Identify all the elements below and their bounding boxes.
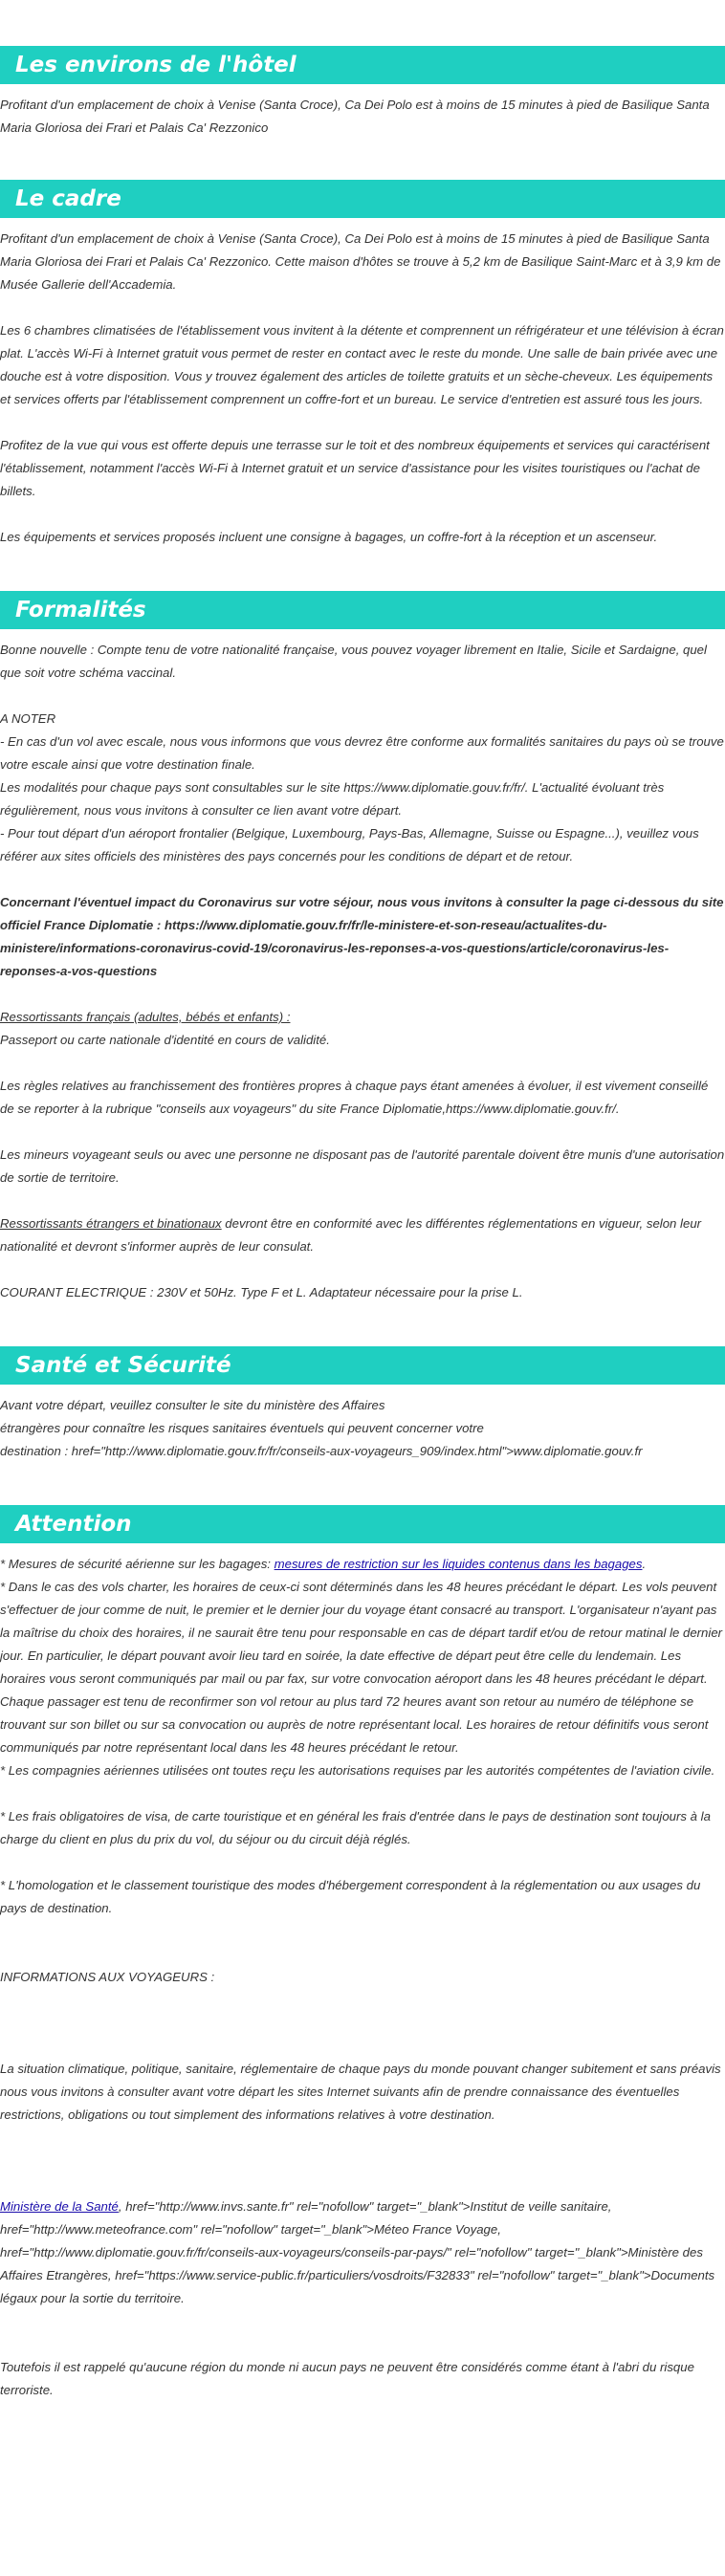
covid-notice: Concernant l'éventuel impact du Coronavirus sur votre séjour, nous vous invitons à consulter la page ci-dessous du site officiel France Diplomatie : https://www.diplomatie.gouv.fr/fr/le-ministere-et-son-reseau/actualites-du-ministere/informations-coronavirus-covid-19/coronavirus-les-reponses-a-vos-questions/article/coronavirus-les-reponses-a-vos-questions bbox=[0, 895, 724, 978]
liquids-restriction-link[interactable]: mesures de restriction sur les liquides contenus dans les bagages bbox=[274, 1557, 643, 1571]
foreign-nationals bbox=[0, 1212, 725, 1258]
section-title-cadre: Le cadre bbox=[0, 180, 725, 218]
airlines-authorization: * Les compagnies aériennes utilisées ont toutes reçu les autorisations requises par les autorités compétentes de l'aviation civile. bbox=[0, 1763, 715, 1778]
formalites-good-news: Bonne nouvelle : Compte tenu de votre nationalité française, vous pouvez voyager librement en Italie, Sicile et Sardaigne, quel que soit votre schéma vaccinal. bbox=[0, 643, 707, 680]
accommodation-classification: * L'homologation et le classement touristique des modes d'hébergement correspondent à la réglementation ou aux usages du pays de destination. bbox=[0, 1878, 701, 1915]
sante-line-1: Avant votre départ, veuillez consulter le site du ministère des Affaires bbox=[0, 1398, 385, 1412]
baggage-security bbox=[0, 1553, 725, 1576]
note-border-airport: - Pour tout départ d'un aéroport frontalier (Belgique, Luxembourg, Pays-Bas, Allemagne, Suisse ou Espagne...), veuillez vous référer aux sites officiels des ministères des pays concernés pour les conditions de départ et de retour. bbox=[0, 826, 699, 863]
baggage-security-prefix: * Mesures de sécurité aérienne sur les bagages: bbox=[0, 1557, 275, 1571]
note-title: A NOTER bbox=[0, 711, 56, 726]
section-title-environs: Les environs de l'hôtel bbox=[0, 46, 725, 84]
travellers-info-title: INFORMATIONS AUX VOYAGEURS : bbox=[0, 1970, 215, 1984]
cadre-paragraph-4: Les équipements et services proposés incluent une consigne à bagages, un coffre-fort à la réception et un ascenseur. bbox=[0, 530, 658, 544]
situation-line-1: La situation climatique, politique, sanitaire, réglementaire de chaque pays du monde pouvant changer subitement et sans préavis bbox=[0, 2062, 721, 2076]
note-modalities: Les modalités pour chaque pays sont consultables sur le site https://www.diplomatie.gouv.fr/fr/. L'actualité évoluant très régulièrement, nous vous invitons à consulter ce lien avant votre départ. bbox=[0, 780, 665, 818]
border-rules: Les règles relatives au franchissement des frontières propres à chaque pays étant amenées à évoluer, il est vivement conseillé de se reporter à la rubrique "conseils aux voyageurs" du site France Diplomatie,https://www.diplomatie.gouv.fr/. bbox=[0, 1079, 709, 1116]
cadre-paragraph-1: Profitant d'un emplacement de choix à Venise (Santa Croce), Ca Dei Polo est à moins de 15 minutes à pied de Basilique Santa Maria Gloriosa dei Frari et Palais Ca' Rezzonico. Cette maison d'hôtes se trouve à 5,2 km de Basilique Saint-Marc et à 3,9 km de Musée Gallerie dell'Accademia. bbox=[0, 231, 721, 292]
useful-links-text: , href="http://www.invs.sante.fr" rel="nofollow" target="_blank">Institut de veille sanitaire, href="http://www.meteofrance.com" rel="nofollow" target="_blank">Méteo France Voyage, href="http://www.diplomatie.gouv.fr/fr/conseils-aux-voyageurs/conseils-par-pays/" rel="nofollow" target="_blank">Ministère des Affaires Etrangères, href="https://www.service-public.fr/particuliers/vosdroits/F32833" rel="nofollow" target="_blank">Documents légaux pour la sortie du territoire. bbox=[0, 2199, 715, 2305]
french-nationals-text: Passeport ou carte nationale d'identité en cours de validité. bbox=[0, 1033, 330, 1047]
minors-rules: Les mineurs voyageant seuls ou avec une personne ne disposant pas de l'autorité parentale doivent être munis d'une autorisation de sortie de territoire. bbox=[0, 1147, 725, 1185]
note-stopover: - En cas d'un vol avec escale, nous vous informons que vous devrez être conforme aux formalités sanitaires du pays où se trouve votre escale ainsi que votre destination finale. bbox=[0, 734, 724, 772]
power-info: COURANT ELECTRIQUE : 230V et 50Hz. Type F et L. Adaptateur nécessaire pour la prise L. bbox=[0, 1285, 523, 1299]
french-nationals-title: Ressortissants français (adultes, bébés et enfants) : bbox=[0, 1010, 291, 1024]
sante-line-2: étrangères pour connaître les risques sanitaires éventuels qui peuvent concerner votre bbox=[0, 1421, 484, 1435]
terrorism-notice: Toutefois il est rappelé qu'aucune région du monde ni aucun pays ne peuvent être considérés comme étant à l'abri du risque terroriste. bbox=[0, 2360, 694, 2397]
baggage-security-suffix: . bbox=[642, 1557, 647, 1571]
foreign-nationals-title: Ressortissants étrangers et binationaux bbox=[0, 1216, 222, 1231]
section-title-formalites: Formalités bbox=[0, 591, 725, 629]
section-title-attention: Attention bbox=[0, 1505, 725, 1543]
foreign-nationals-text: devront être en conformité avec les différentes réglementations en vigueur, selon leur nationalité et devront s'informer auprès de leur consulat. bbox=[0, 1216, 702, 1254]
charter-flights: * Dans le cas des vols charter, les horaires de ceux-ci sont déterminés dans les 48 heures précédant le départ. Les vols peuvent s'effectuer de jour comme de nuit, le premier et le dernier jour du voyage étant consacré au transport. L'organisateur n'ayant pas la maîtrise du choix des horaires, il ne saurait être tenu pour responsable en cas de départ tardif et/ou de retour matinal le dernier jour. En particulier, le départ pouvant avoir lieu tard en soirée, la date effective de départ peut être celle du lendemain. Les horaires vous seront communiqués par mail ou par fax, sur votre convocation aéroport dans les 48 heures précédant le départ. Chaque passager est tenu de reconfirmer son vol retour au plus tard 72 heures avant son retour au numéro de téléphone se trouvant sur son billet ou sur sa convocation ou auprès de notre représentant local. Les horaires de retour définitifs vous seront communiqués par notre représentant local dans les 48 heures précédant le retour. bbox=[0, 1580, 723, 1755]
cadre-paragraph-3: Profitez de la vue qui vous est offerte depuis une terrasse sur le toit et des nombreux équipements et services qui caractérisent l'établissement, notamment l'accès Wi-Fi à Internet gratuit et un service d'assistance pour les visites touristiques ou l'achat de billets. bbox=[0, 438, 710, 498]
environs-text: Profitant d'un emplacement de choix à Venise (Santa Croce), Ca Dei Polo est à moins de 15 minutes à pied de Basilique Santa Maria Gloriosa dei Frari et Palais Ca' Rezzonico bbox=[0, 98, 710, 135]
useful-links bbox=[0, 2195, 725, 2310]
cadre-paragraph-2: Les 6 chambres climatisées de l'établissement vous invitent à la détente et comprennent un réfrigérateur et une télévision à écran plat. L'accès Wi-Fi à Internet gratuit vous permet de rester en contact avec le reste du monde. Une salle de bain privée avec une douche est à votre disposition. Vous y trouvez également des articles de toilette gratuits et un sèche-cheveux. Les équipements et services offerts par l'établissement comprennent un coffre-fort et un bureau. Le service d'entretien est assuré tous les jours. bbox=[0, 323, 724, 406]
section-title-sante: Santé et Sécurité bbox=[0, 1346, 725, 1385]
ministry-health-link[interactable]: Ministère de la Santé bbox=[0, 2199, 119, 2214]
sante-line-3: destination : href="http://www.diplomatie.gouv.fr/fr/conseils-aux-voyageurs_909/index.html">www.diplomatie.gouv.fr bbox=[0, 1444, 643, 1458]
situation-line-2: nous vous invitons à consulter avant votre départ les sites Internet suivants afin de prendre connaissance des éventuelles restrictions, obligations ou tout simplement des informations relatives à votre destination. bbox=[0, 2085, 680, 2122]
mandatory-fees: * Les frais obligatoires de visa, de carte touristique et en général les frais d'entrée dans le pays de destination sont toujours à la charge du client en plus du prix du vol, du séjour ou du circuit déjà réglés. bbox=[0, 1809, 711, 1846]
